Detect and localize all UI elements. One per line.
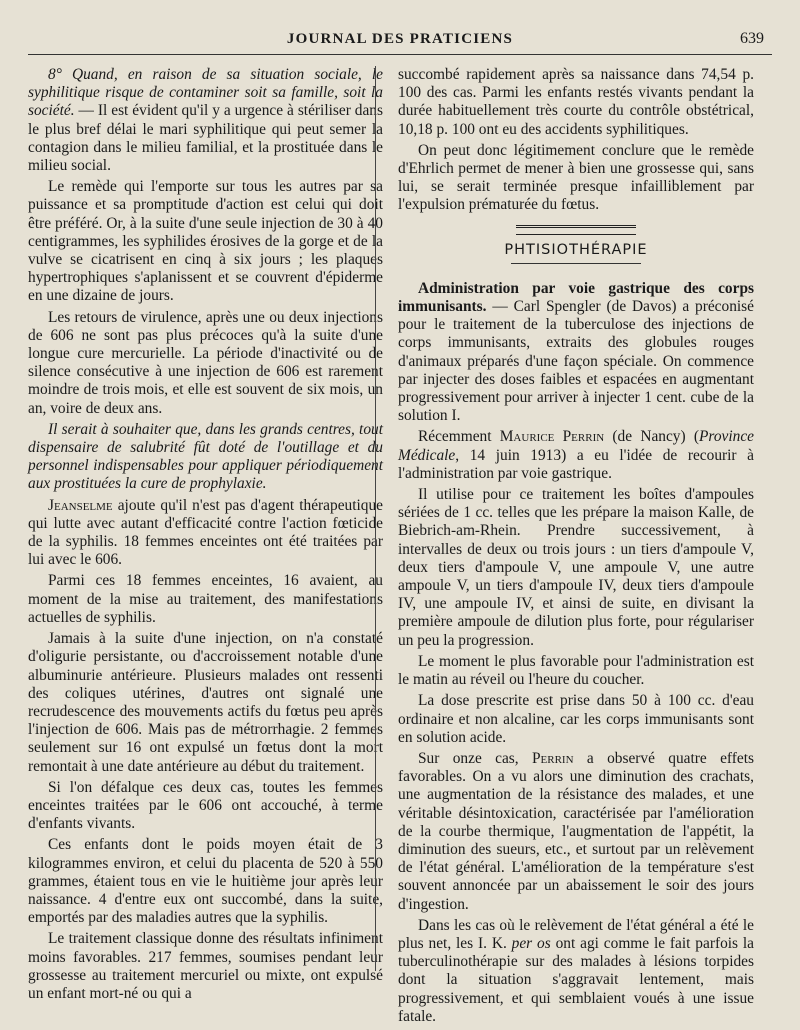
paragraph: La dose prescrite est prise dans 50 à 100 cc. d'eau ordinaire et non alcaline, car les corps immunisants sont en solution acide. <box>398 692 754 746</box>
paragraph: Le traitement classique donne des résultats infiniment moins favorables. 217 femmes, soumises pendant leur grossesse au traitement mercuriel ou mixte, ont expulsé un enfant mort-né ou qui a <box>28 930 383 1002</box>
italic-text: per os <box>511 934 551 952</box>
paragraph <box>28 497 383 570</box>
journal-title: JOURNAL DES PRATICIENS <box>286 31 514 47</box>
section-title: PHTISIOTHÉRAPIE <box>398 241 754 264</box>
paragraph <box>28 66 383 175</box>
paragraph-text: ont agi comme le fait parfois la tuberculinothérapie sur des malades à lésions torpides dont la situation s'aggravait lentement, mais progressivement, et qui semblaient voués à une issue fatale. <box>398 934 754 1025</box>
paragraph-text: , 14 juin 1913) a eu l'idée de recourir à l'administration par voie gastrique. <box>398 446 754 482</box>
paragraph: Parmi ces 18 femmes enceintes, 16 avaient, au moment de la mise au traitement, des manifestations actuelles de syphilis. <box>28 572 383 626</box>
paragraph: Il utilise pour ce traitement les boîtes d'ampoules sériées de 1 cc. telles que les prépare la maison Kalle, de Biebrich-am-Rhein. Prendre successivement, à intervalles de deux ou trois jours : un tiers d'ampoule V, deux tiers d'ampoule V, une ampoule V, une autre ampoule V, un tiers d'ampoule IV, deux tiers d'ampoule IV, une ampoule IV, et ainsi de suite, en divisant la première ampoule de dilution plus forte, pour régulariser un peu la progression. <box>398 486 754 649</box>
paragraph: Le moment le plus favorable pour l'administration est le matin au réveil ou l'heure du coucher. <box>398 652 754 689</box>
left-column <box>28 66 383 1006</box>
paragraph-text: Dans les cas où le relèvement de l'état général a été le plus net, les I. K. <box>398 916 754 952</box>
paragraph: On peut donc légitimement conclure que le remède d'Ehrlich permet de mener à bien une grossesse qui, sans lui, se serait terminée presque infailliblement par l'expulsion prématurée du fœtus. <box>398 141 754 214</box>
paragraph <box>398 917 754 1026</box>
article-heading: Administration par voie gastrique des corps immunisants. <box>398 279 754 316</box>
paragraph <box>398 280 754 426</box>
italic-text: 8° Quand, en raison de sa situation sociale, le syphilitique risque de contaminer soit sa famille, soit la société. <box>28 66 383 120</box>
author-name: Perrin <box>531 749 574 767</box>
paragraph-text: (de Nancy) ( <box>604 428 699 446</box>
paragraph-text: Sur onze cas, <box>418 749 532 767</box>
paragraph: Le remède qui l'emporte sur tous les autres par sa puissance et sa promptitude d'action est celui qui doit être préféré. Or, à la suite d'une seule injection de 30 à 40 centigrammes, les syphilides érosives de la gorge et de la vulve se cicatrisent en cinq à six jours ; les plaques hypertrophiques s'aplanissent et se couvrent d'épiderme en une dizaine de jours. <box>28 178 383 305</box>
section-ornament <box>516 225 636 235</box>
right-column <box>398 66 754 1029</box>
paragraph <box>398 428 754 483</box>
page-header <box>28 28 772 55</box>
paragraph <box>398 750 754 914</box>
author-name: Jeanselme <box>48 496 113 514</box>
journal-citation: Province Médicale <box>398 428 754 464</box>
paragraph: Ces enfants dont le poids moyen était de 3 kilogrammes environ, et celui du placenta de 520 à 550 grammes, étaient tous en vie le huitième jour après leur naissance. 4 d'entre eux ont succombé, dans la suite, emportés par des maladies autres que la syphilis. <box>28 836 383 927</box>
paragraph-text: ajoute qu'il n'est pas d'agent thérapeutique qui lutte avec autant d'efficacité contre l'action fœticide de la syphilis. 18 femmes enceintes ont été traitées par lui avec le 606. <box>28 496 383 569</box>
italic-paragraph: Il serait à souhaiter que, dans les grands centres, tout dispensaire de salubrité fût doté de l'outillage et du personnel indispensables pour appliquer périodiquement aux prostituées la cure de prophylaxie. <box>28 420 383 493</box>
paragraph: Si l'on défalque ces deux cas, toutes les femmes enceintes traitées par le 606 ont accouché, à terme d'enfants vivants. <box>28 778 383 833</box>
paragraph-text: — Il est évident qu'il y a urgence à stériliser dans le plus bref délai le mari syphilitique qui peut semer la contagion dans le milieu familial, et la prostituée dans le milieu social. <box>28 102 383 175</box>
column-divider <box>375 66 376 971</box>
paragraph: Les retours de virulence, après une ou deux injections de 606 ne sont pas plus précoces qu'à la suite d'une longue cure mercurielle. La période d'inactivité ou de silence consécutive à une injection de 606 est rarement moindre de trois mois, et elle est souvent de six mois, un an, voire de deux ans. <box>28 308 383 417</box>
paragraph-text: — Carl Spengler (de Davos) a préconisé pour le traitement de la tuberculose des injections de corps immunisants, extraits des globules rouges d'animaux préparés d'une façon spéciale. On commence par injecter des doses faibles et espacées en augmentant progressivement pour arriver à injecter 1 cent. cube de la solution I. <box>398 298 754 425</box>
paragraph: succombé rapidement après sa naissance dans 74,54 p. 100 des cas. Parmi les enfants restés vivants pendant la durée habituellement très courte du contrôle obstétrical, 10,18 p. 100 ont eu des accidents syphilitiques. <box>398 66 754 138</box>
author-name: Maurice Perrin <box>499 428 605 446</box>
paragraph-text: Récemment <box>418 428 500 446</box>
paragraph: Jamais à la suite d'une injection, on n'a constaté d'oligurie persistante, ou d'accroissement notable d'une albuminurie antérieure. Plusieurs malades ont ressenti des coliques utérines, d'autres ont signalé une recrudescence des mouvements actifs du fœtus peu après l'injection de 606. Mais pas de métrorrhagie. 2 femmes seulement sur 16 ont expulsé un fœtus dont la mort remontait à une date antérieure au début du traitement. <box>28 630 383 775</box>
paragraph-text: a observé quatre effets favorables. On a vu alors une diminution des crachats, une augmentation de la résistance des malades, et une véritable désintoxication, caractérisée par l'amélioration de la courbe thermique, l'augmentation de l'appétit, la diminution des sueurs, etc., et surtout par un relèvement de l'état général. L'amélioration de la température s'est souvent annoncée par un abaissement le soir des jours d'ingestion. <box>398 749 754 913</box>
page-number: 639 <box>740 30 764 47</box>
